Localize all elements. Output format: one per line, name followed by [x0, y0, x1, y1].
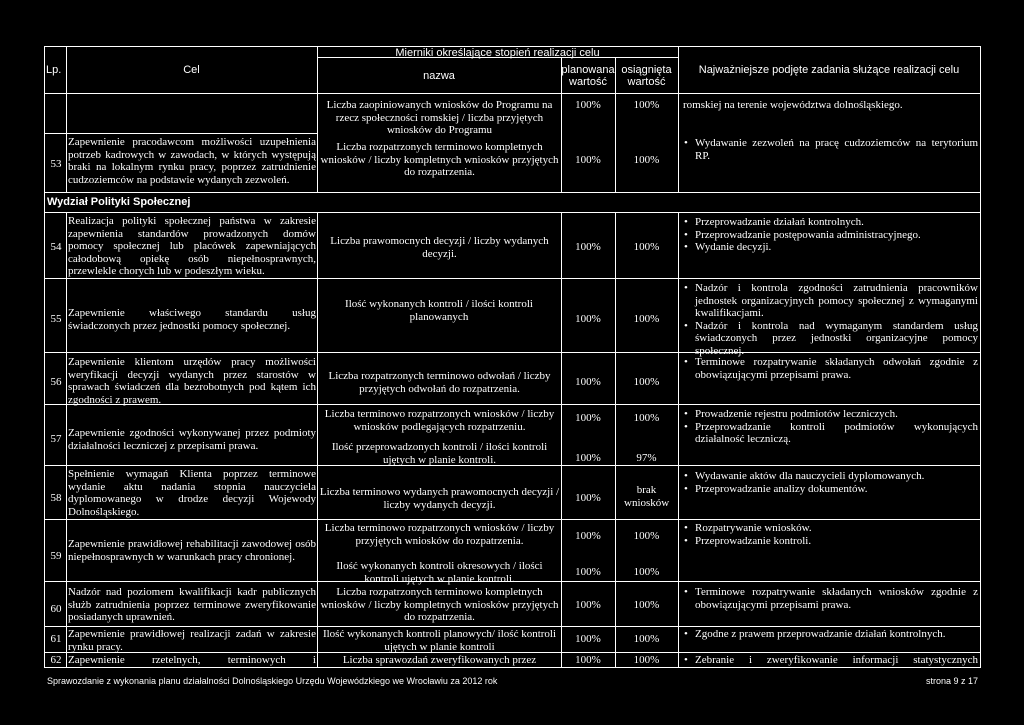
- list-item: • Zgodne z prawem przeprowadzanie działań kontrolnych.: [683, 628, 978, 641]
- row-54-miernik: Liczba prawomocnych decyzji / liczby wydanych decyzji.: [330, 235, 549, 260]
- list-item: • Wydanie decyzji.: [683, 241, 978, 254]
- row-54-osi: 100%: [633, 241, 660, 253]
- list-item: • Przeprowadzanie kontroli podmiotów wykonujących działalność leczniczą.: [683, 421, 978, 446]
- row-58-plan: 100%: [575, 492, 601, 504]
- row-57-cel: Zapewnienie zgodności wykonywanej przez podmioty działalności leczniczej z przepisami prawa.: [68, 427, 316, 452]
- row-57-miernik-b: Ilość przeprowadzonych kontroli / ilości kontroli ujętych w planie kontroli.: [331, 441, 548, 466]
- row-53-plan: 100%: [575, 154, 601, 166]
- row-62-lp: 62: [50, 654, 62, 666]
- row-54-lp: 54: [50, 241, 62, 253]
- row-59-plan-b: 100%: [575, 566, 601, 578]
- row-55-osi: 100%: [633, 313, 660, 325]
- list-item: • Zebranie i zweryfikowanie informacji statystycznych: [683, 654, 978, 667]
- row-61-cel: Zapewnienie prawidłowej realizacji zadań w zakresie rynku pracy.: [68, 628, 316, 653]
- top-row-osi: 100%: [633, 99, 660, 111]
- row-55-lp: 55: [50, 313, 62, 325]
- row-59-osi-a: 100%: [633, 530, 660, 542]
- row-53-lp: 53: [50, 158, 62, 170]
- row-59-cel: Zapewnienie prawidłowej rehabilitacji zawodowej osób niepełnosprawnych w warunkach pracy chronionej.: [68, 538, 316, 563]
- header-cel: Cel: [183, 64, 200, 76]
- row-55-plan: 100%: [575, 313, 601, 325]
- list-item: • Nadzór i kontrola zgodności zatrudnienia pracowników jednostek organizacyjnych pomocy społecznej z wymaganymi kwalifikacjami.: [683, 282, 978, 320]
- row-54-zadania: [683, 216, 978, 254]
- row-62-plan: 100%: [575, 654, 601, 666]
- list-item: • Terminowe rozpatrywanie składanych wniosków zgodnie z obowiązującymi przepisami prawa.: [683, 586, 978, 611]
- row-55-cel: Zapewnienie właściwego standardu usług świadczonych przez jednostki pomocy społecznej.: [68, 307, 316, 332]
- row-53-osi: 100%: [633, 154, 660, 166]
- row-57-plan-a: 100%: [575, 412, 601, 424]
- row-56-zadania: [683, 356, 978, 381]
- row-55-zadania: [683, 282, 978, 357]
- row-62-miernik: Liczba sprawozdań zweryfikowanych przez: [342, 654, 537, 666]
- row-53-miernik: Liczba rozpatrzonych terminowo kompletnych wniosków / liczby kompletnych wniosków przyjętych do rozpatrzenia.: [320, 141, 559, 178]
- row-61-plan: 100%: [575, 633, 601, 645]
- row-59-lp: 59: [50, 550, 62, 562]
- list-item: • Wydawanie zezwoleń na pracę cudzoziemców na terytorium RP.: [683, 137, 978, 162]
- list-item: • Terminowe rozpatrywanie składanych odwołań zgodnie z obowiązującymi przepisami prawa.: [683, 356, 978, 381]
- row-62-zadania: [683, 654, 978, 667]
- list-item: • Przeprowadzanie analizy dokumentów.: [683, 483, 978, 496]
- list-item: • Nadzór i kontrola nad wymaganym standardem usług świadczonych przez jednostki organizacyjne pomocy społecznej.: [683, 320, 978, 358]
- row-59-plan-a: 100%: [575, 530, 601, 542]
- list-item: • Prowadzenie rejestru podmiotów leczniczych.: [683, 408, 978, 421]
- row-57-zadania: [683, 408, 978, 446]
- row-56-plan: 100%: [575, 376, 601, 388]
- row-60-cel: Nadzór nad poziomem kwalifikacji kadr publicznych służb zatrudnienia poprzez terminowe zweryfikowanie posiadanych uprawnień.: [68, 586, 316, 623]
- row-56-osi: 100%: [633, 376, 660, 388]
- row-58-lp: 58: [50, 492, 62, 504]
- header-planowana: planowana wartość: [561, 64, 615, 88]
- row-58-osi: brak wniosków: [624, 484, 670, 509]
- row-62-cel: Zapewnienie rzetelnych, terminowych i: [68, 654, 316, 666]
- row-53-cel: Zapewnienie pracodawcom możliwości uzupełnienia potrzeb kadrowych w zawodach, w których występują braki na lokalnym rynku pracy, poprzez zatrudnienie cudzoziemców na podstawie wydanych zezwoleń.: [68, 136, 316, 186]
- row-54-plan: 100%: [575, 241, 601, 253]
- list-item: • Przeprowadzanie postępowania administracyjnego.: [683, 229, 978, 242]
- header-osiagnieta: osiągnięta wartość: [621, 64, 672, 88]
- row-59-miernik-a: Liczba terminowo rozpatrzonych wniosków / liczby przyjętych wniosków do rozpatrzenia.: [324, 522, 555, 547]
- row-57-osi-b: 97%: [636, 452, 657, 464]
- footer-title: Sprawozdanie z wykonania planu działalności Dolnośląskiego Urzędu Wojewódzkiego we Wrocławiu za 2012 rok: [47, 676, 498, 686]
- header-lp: Lp.: [46, 64, 62, 76]
- row-57-miernik-a: Liczba terminowo rozpatrzonych wniosków / liczby wniosków podlegających rozpatrzeniu.: [324, 408, 555, 433]
- row-61-osi: 100%: [633, 633, 660, 645]
- header-zadania: Najważniejsze podjęte zadania służące realizacji celu: [698, 64, 960, 76]
- row-55-miernik: Ilość wykonanych kontroli / ilości kontroli planowanych: [345, 298, 533, 323]
- row-57-osi-a: 100%: [633, 412, 660, 424]
- row-58-zadania: [683, 470, 978, 495]
- row-56-lp: 56: [50, 376, 62, 388]
- top-row-zadanie: romskiej na terenie województwa dolnośląskiego.: [683, 99, 903, 111]
- row-56-cel: Zapewnienie klientom urzędów pracy możliwości weryfikacji decyzji wydanych przez starostów w sprawach świadczeń dla bezrobotnych pod kątem ich zgodności z prawem.: [68, 356, 316, 406]
- row-59-osi-b: 100%: [633, 566, 660, 578]
- row-59-zadania: [683, 522, 978, 547]
- row-61-lp: 61: [50, 633, 62, 645]
- row-56-miernik: Liczba rozpatrzonych terminowo odwołań / liczby przyjętych odwołań do rozpatrzenia.: [328, 370, 551, 395]
- row-58-miernik: Liczba terminowo wydanych prawomocnych decyzji / liczby wydanych decyzji.: [319, 486, 560, 511]
- header-mierniki: Mierniki określające stopień realizacji celu: [395, 47, 600, 59]
- row-54-cel: Realizacja polityki społecznej państwa w zakresie zapewnienia standardów prowadzonych domów pomocy społecznej lub placówek zapewniających całodobową opiekę osób niepełnosprawnych, przewlekle chorych lub w podeszłym wieku.: [68, 215, 316, 277]
- list-item: • Przeprowadzanie działań kontrolnych.: [683, 216, 978, 229]
- row-58-cel: Spełnienie wymagań Klienta poprzez terminowe wydanie aktu nadania stopnia nauczyciela dyplomowanego w drodze decyzji Wojewody Dolnośląskiego.: [68, 468, 316, 518]
- row-60-miernik: Liczba rozpatrzonych terminowo kompletnych wniosków / liczby kompletnych wniosków przyjętych do rozpatrzenia.: [320, 586, 559, 623]
- section-title: Wydział Polityki Społecznej: [47, 196, 191, 208]
- row-59-miernik-b: Ilość wykonanych kontroli okresowych / ilości kontroli ujętych w planie kontroli.: [336, 560, 543, 585]
- row-61-miernik: Ilość wykonanych kontroli planowych/ ilość kontroli ujętych w planie kontroli: [322, 628, 557, 653]
- row-62-osi: 100%: [633, 654, 660, 666]
- top-row-miernik: Liczba zaopiniowanych wniosków do Programu na rzecz społeczności romskiej / liczba przyjętych wniosków do Programu: [326, 99, 553, 136]
- row-60-osi: 100%: [633, 599, 660, 611]
- row-60-lp: 60: [50, 603, 62, 615]
- header-nazwa: nazwa: [423, 70, 455, 82]
- page-number: strona 9 z 17: [925, 676, 978, 686]
- row-60-plan: 100%: [575, 599, 601, 611]
- row-57-plan-b: 100%: [575, 452, 601, 464]
- row-57-lp: 57: [50, 433, 62, 445]
- list-item: • Przeprowadzanie kontroli.: [683, 535, 978, 548]
- top-row-plan: 100%: [575, 99, 601, 111]
- list-item: • Rozpatrywanie wniosków.: [683, 522, 978, 535]
- row-61-zadania: [683, 628, 978, 641]
- row-60-zadania: [683, 586, 978, 611]
- row-53-zadania: [683, 137, 978, 162]
- list-item: • Wydawanie aktów dla nauczycieli dyplomowanych.: [683, 470, 978, 483]
